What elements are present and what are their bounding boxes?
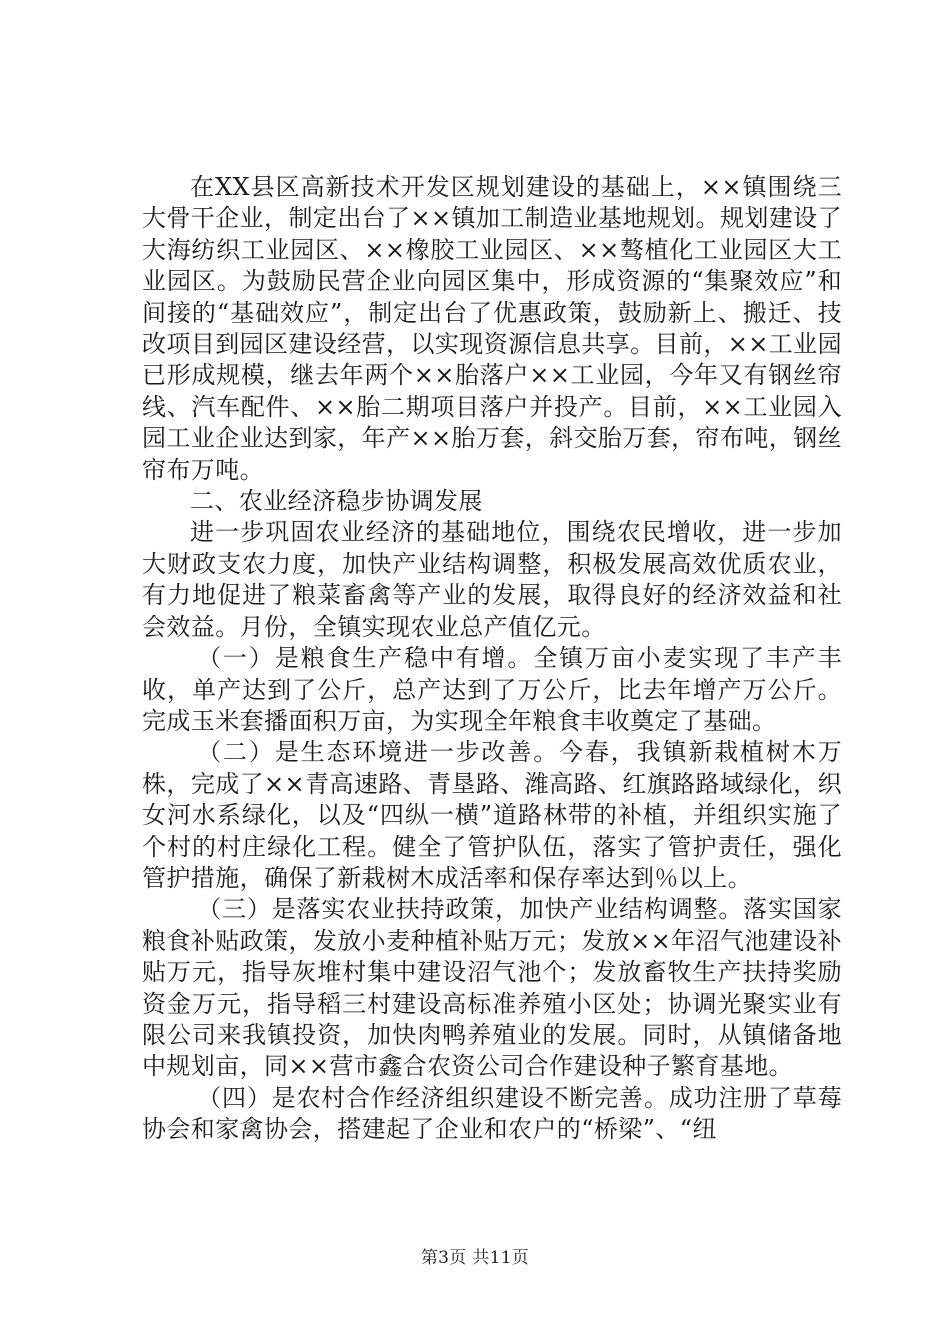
paragraph-grain-production: （一）是粮食生产稳中有增。全镇万亩小麦实现了丰产丰收，单产达到了公斤，总产达到了万公斤，比去年增产万公斤。完成玉米套播面积万亩，为实现全年粮食丰收奠定了基础。 bbox=[142, 644, 842, 735]
paragraph-support-policy: （三）是落实农业扶持政策，加快产业结构调整。落实国家粮食补贴政策，发放小麦种植补贴万元；发放××年沼气池建设补贴万元，指导灰堆村集中建设沼气池个；发放畜牧生产扶持奖励资金万元，指导稻三村建设高标准养殖小区处；协调光聚实业有限公司来我镇投资，加快肉鸭养殖业的发展。同时，从镇储备地中规划亩，同××营市鑫合农资公司合作建设种子繁育基地。 bbox=[142, 895, 842, 1081]
page-number-footer: 第3页 共11页 bbox=[420, 1248, 530, 1268]
section-heading-agriculture: 二、农业经济稳步协调发展 bbox=[190, 487, 483, 516]
document-body bbox=[142, 172, 842, 1146]
paragraph-industrial-park: 在XX县区高新技术开发区规划建设的基础上，××镇围绕三大骨干企业，制定出台了××镇加工制造业基地规划。规划建设了大海纺织工业园区、××橡胶工业园区、××骜植化工业园区大工业园区。为鼓励民营企业向园区集中，形成资源的“集聚效应”和间接的“基础效应”，制定出台了优惠政策，鼓励新上、搬迁、技改项目到园区建设经营，以实现资源信息共享。目前，××工业园已形成规模，继去年两个××胎落户××工业园，今年又有钢丝帘线、汽车配件、××胎二期项目落户并投产。目前，××工业园入园工业企业达到家，年产××胎万套，斜交胎万套，帘布吨，钢丝帘布万吨。 bbox=[142, 173, 842, 484]
paragraph-cooperatives: （四）是农村合作经济组织建设不断完善。成功注册了草莓协会和家禽协会，搭建起了企业和农户的“桥梁”、“纽 bbox=[142, 1083, 842, 1144]
paragraph-agriculture-intro: 进一步巩固农业经济的基础地位，围绕农民增收，进一步加大财政支农力度，加快产业结构调整，积极发展高效优质农业，有力地促进了粮菜畜禽等产业的发展，取得良好的经济效益和社会效益。月份，全镇实现农业总产值亿元。 bbox=[142, 518, 842, 641]
paragraph-ecology: （二）是生态环境进一步改善。今春，我镇新栽植树木万株，完成了××青高速路、青垦路、潍高路、红旗路路域绿化，织女河水系绿化，以及“四纵一横”道路林带的补植，并组织实施了个村的村庄绿化工程。健全了管护队伍，落实了管护责任，强化管护措施，确保了新栽树木成活率和保存率达到％以上。 bbox=[142, 738, 842, 892]
